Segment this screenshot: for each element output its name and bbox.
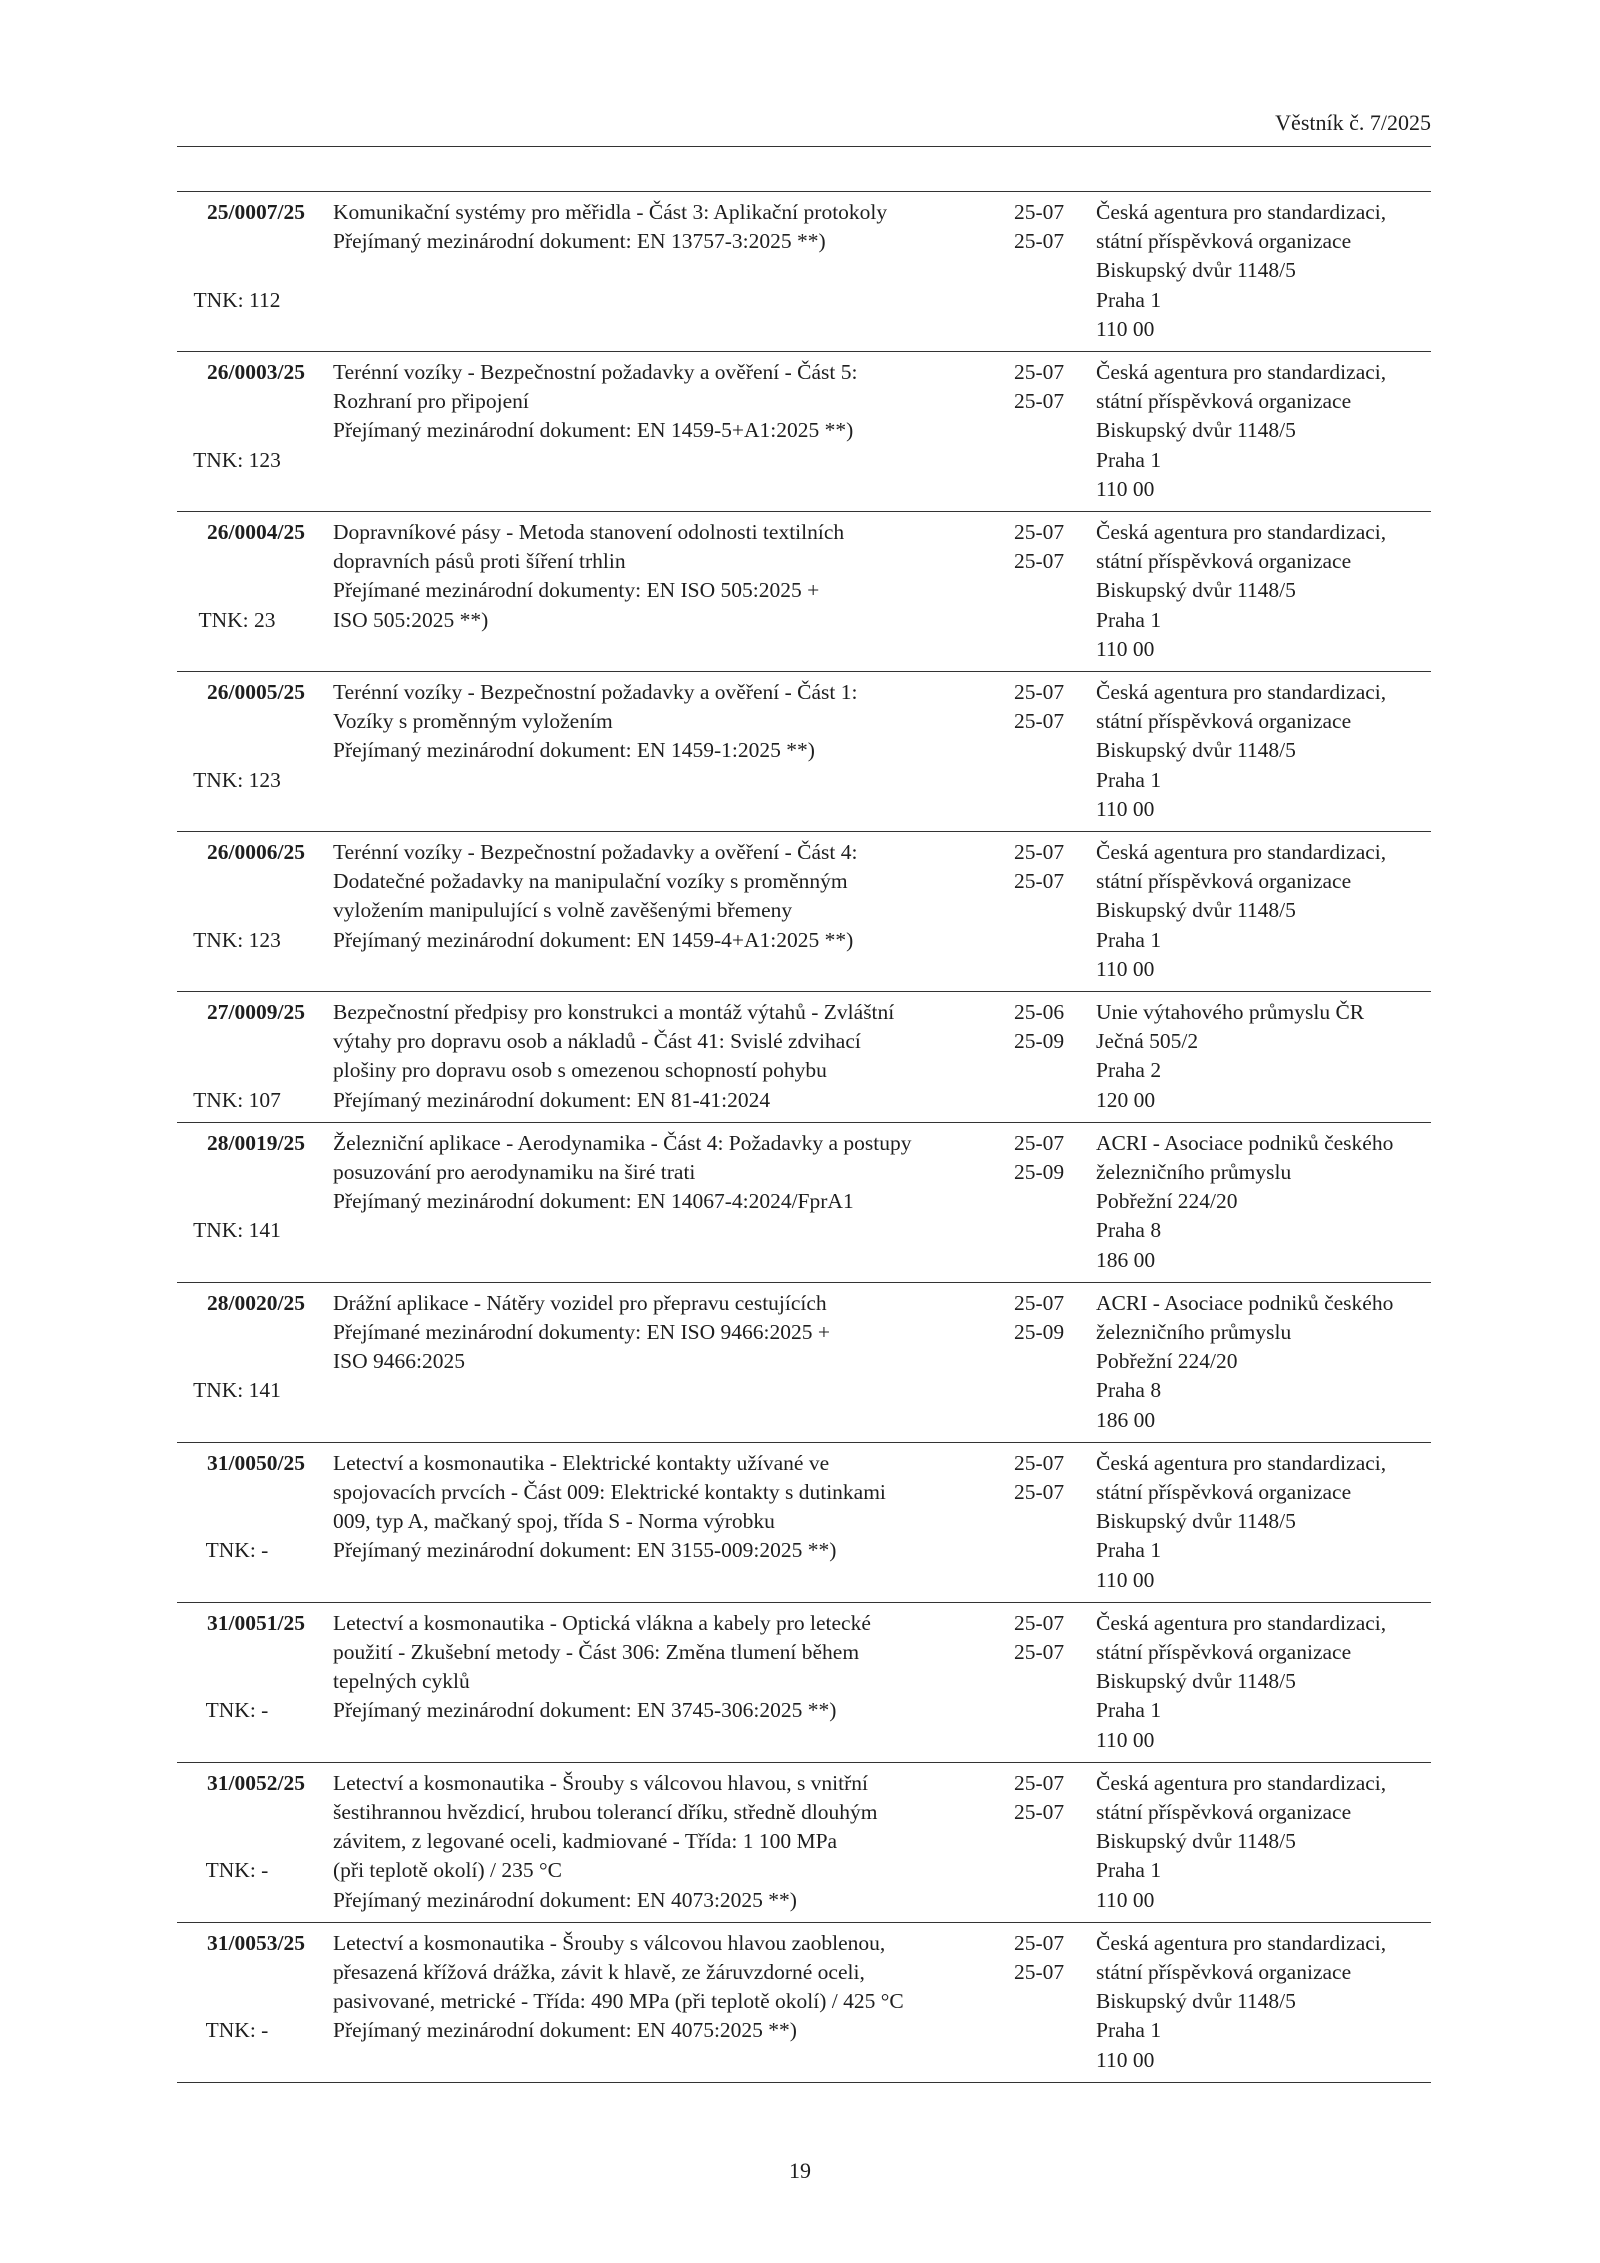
title-line: Letectví a kosmonautika - Šrouby s válcovou hlavou zaoblenou, bbox=[333, 1930, 886, 1955]
dates bbox=[1014, 1929, 1074, 1987]
title-line: závitem, z legované oceli, kadmiované - Třída: 1 100 MPa bbox=[333, 1829, 838, 1854]
title-line: (při teplotě okolí) / 235 °C bbox=[333, 1858, 562, 1883]
title-line: Přejímaný mezinárodní dokument: EN 4075:2025 **) bbox=[333, 2018, 797, 2043]
organization-line: Praha 8 bbox=[1096, 1218, 1162, 1243]
title-line: Přejímaný mezinárodní dokument: EN 3155-009:2025 **) bbox=[333, 1538, 837, 1563]
date-value: 25-07 bbox=[1014, 229, 1065, 254]
organization-line: Česká agentura pro standardizaci, bbox=[1096, 200, 1387, 224]
organization-line: 110 00 bbox=[1096, 1727, 1155, 1752]
organization-line: 110 00 bbox=[1096, 476, 1155, 501]
organization-line: Česká agentura pro standardizaci, bbox=[1096, 520, 1387, 544]
title-line: Terénní vozíky - Bezpečnostní požadavky a ověření - Část 5: bbox=[333, 360, 858, 384]
title-line: spojovacích prvcích - Část 009: Elektrické kontakty s dutinkami bbox=[333, 1480, 886, 1504]
organization-line: státní příspěvková organizace bbox=[1096, 1640, 1352, 1664]
title-line: Letectví a kosmonautika - Elektrické kontakty užívané ve bbox=[333, 1450, 830, 1475]
title-line: Bezpečnostní předpisy pro konstrukci a montáž výtahů - Zvláštní bbox=[333, 1000, 895, 1024]
organization-address bbox=[1096, 518, 1431, 664]
table-row bbox=[177, 1603, 1431, 1763]
organization-line: Biskupský dvůr 1148/5 bbox=[1096, 418, 1296, 443]
date-value: 25-07 bbox=[1014, 1480, 1065, 1504]
organization-line: Biskupský dvůr 1148/5 bbox=[1096, 1669, 1296, 1694]
table-row bbox=[177, 512, 1431, 672]
organization-line: Biskupský dvůr 1148/5 bbox=[1096, 578, 1296, 603]
title-line: použití - Zkušební metody - Část 306: Změna tlumení během bbox=[333, 1640, 860, 1664]
table-row bbox=[177, 1443, 1431, 1603]
registration-number: 26/0006/25 bbox=[207, 840, 305, 864]
date-value: 25-07 bbox=[1014, 200, 1065, 224]
dates bbox=[1014, 838, 1074, 896]
organization-line: 186 00 bbox=[1096, 1407, 1156, 1432]
organization-line: Ječná 505/2 bbox=[1096, 1029, 1199, 1054]
date-value: 25-07 bbox=[1014, 1130, 1065, 1155]
standard-title bbox=[333, 1769, 993, 1915]
organization-address bbox=[1096, 1129, 1431, 1275]
table-row bbox=[177, 832, 1431, 992]
organization-address bbox=[1096, 1289, 1431, 1435]
registration-number: 25/0007/25 bbox=[207, 200, 305, 224]
date-value: 25-09 bbox=[1014, 1029, 1065, 1054]
date-value: 25-07 bbox=[1014, 869, 1065, 894]
standard-title bbox=[333, 358, 993, 446]
organization-address bbox=[1096, 198, 1431, 344]
organization-line: Česká agentura pro standardizaci, bbox=[1096, 360, 1387, 384]
organization-line: státní příspěvková organizace bbox=[1096, 389, 1352, 414]
organization-line: Česká agentura pro standardizaci, bbox=[1096, 1770, 1387, 1795]
title-line: Rozhraní pro připojení bbox=[333, 389, 529, 414]
organization-line: Praha 8 bbox=[1096, 1378, 1162, 1403]
tnk-label: TNK: 141 bbox=[193, 1218, 281, 1243]
organization-address bbox=[1096, 1769, 1431, 1915]
dates bbox=[1014, 998, 1074, 1056]
organization-line: Biskupský dvůr 1148/5 bbox=[1096, 1989, 1296, 2014]
dates bbox=[1014, 358, 1074, 416]
table-row bbox=[177, 1123, 1431, 1283]
date-value: 25-07 bbox=[1014, 709, 1065, 734]
table-row bbox=[177, 1283, 1431, 1443]
organization-address bbox=[1096, 678, 1431, 824]
standard-title bbox=[333, 838, 993, 955]
organization-line: ACRI - Asociace podniků českého bbox=[1096, 1130, 1394, 1155]
registration-number: 28/0020/25 bbox=[207, 1290, 305, 1315]
organization-line: Praha 1 bbox=[1096, 927, 1162, 952]
registration-number: 31/0050/25 bbox=[207, 1450, 305, 1475]
title-line: Letectví a kosmonautika - Šrouby s válcovou hlavou, s vnitřní bbox=[333, 1770, 869, 1795]
date-value: 25-09 bbox=[1014, 1160, 1065, 1184]
title-line: tepelných cyklů bbox=[333, 1669, 470, 1694]
tnk-label: TNK: 107 bbox=[193, 1087, 281, 1112]
title-line: posuzování pro aerodynamiku na širé trati bbox=[333, 1160, 696, 1184]
tnk-label: TNK: - bbox=[205, 1698, 269, 1723]
dates bbox=[1014, 198, 1074, 256]
standard-title bbox=[333, 1129, 993, 1217]
organization-line: Unie výtahového průmyslu ČR bbox=[1096, 1000, 1365, 1024]
date-value: 25-09 bbox=[1014, 1320, 1065, 1344]
title-line: Terénní vozíky - Bezpečnostní požadavky a ověření - Část 1: bbox=[333, 680, 858, 704]
table-row bbox=[177, 352, 1431, 512]
title-line: vyložením manipulující s volně zavěšenými břemeny bbox=[333, 898, 793, 923]
tnk-label: TNK: 123 bbox=[193, 767, 281, 792]
title-line: Letectví a kosmonautika - Optická vlákna a kabely pro letecké bbox=[333, 1610, 871, 1635]
dates bbox=[1014, 1769, 1074, 1827]
dates bbox=[1014, 1129, 1074, 1187]
organization-line: Biskupský dvůr 1148/5 bbox=[1096, 898, 1296, 923]
title-line: výtahy pro dopravu osob a nákladů - Část 41: Svislé zdvihací bbox=[333, 1029, 861, 1054]
date-value: 25-07 bbox=[1014, 680, 1065, 704]
date-value: 25-07 bbox=[1014, 1930, 1065, 1955]
organization-line: Biskupský dvůr 1148/5 bbox=[1096, 1829, 1296, 1854]
title-line: ISO 9466:2025 bbox=[333, 1349, 465, 1374]
organization-line: Biskupský dvůr 1148/5 bbox=[1096, 258, 1296, 283]
organization-line: Česká agentura pro standardizaci, bbox=[1096, 840, 1387, 864]
organization-address bbox=[1096, 838, 1431, 984]
organization-line: 110 00 bbox=[1096, 1567, 1155, 1592]
date-value: 25-07 bbox=[1014, 1450, 1065, 1475]
dates bbox=[1014, 1449, 1074, 1507]
tnk-label: TNK: 112 bbox=[193, 287, 281, 312]
organization-line: Česká agentura pro standardizaci, bbox=[1096, 1610, 1387, 1635]
title-line: Přejímaný mezinárodní dokument: EN 81-41:2024 bbox=[333, 1087, 771, 1112]
organization-line: státní příspěvková organizace bbox=[1096, 549, 1352, 574]
table-row bbox=[177, 672, 1431, 832]
organization-address bbox=[1096, 1929, 1431, 2075]
tnk-label: TNK: 123 bbox=[193, 447, 281, 472]
standard-title bbox=[333, 1289, 993, 1377]
table-row bbox=[177, 1923, 1431, 2083]
table-row bbox=[177, 992, 1431, 1123]
organization-line: Praha 1 bbox=[1096, 1858, 1162, 1883]
organization-line: státní příspěvková organizace bbox=[1096, 1480, 1352, 1504]
organization-line: státní příspěvková organizace bbox=[1096, 1800, 1352, 1824]
title-line: Přejímaný mezinárodní dokument: EN 14067-4:2024/FprA1 bbox=[333, 1189, 854, 1214]
title-line: 009, typ A, mačkaný spoj, třída S - Norma výrobku bbox=[333, 1509, 775, 1534]
standard-title bbox=[333, 198, 993, 256]
title-line: Drážní aplikace - Nátěry vozidel pro přepravu cestujících bbox=[333, 1290, 827, 1315]
title-line: Vozíky s proměnným vyložením bbox=[333, 709, 613, 734]
organization-address bbox=[1096, 1449, 1431, 1595]
organization-line: železničního průmyslu bbox=[1096, 1160, 1292, 1184]
tnk-label: TNK: - bbox=[205, 2018, 269, 2043]
registration-number: 31/0053/25 bbox=[207, 1930, 305, 1955]
title-line: Přejímané mezinárodní dokumenty: EN ISO 9466:2025 + bbox=[333, 1320, 830, 1344]
date-value: 25-07 bbox=[1014, 1640, 1065, 1664]
organization-line: 110 00 bbox=[1096, 2047, 1155, 2072]
organization-line: Pobřežní 224/20 bbox=[1096, 1349, 1238, 1374]
date-value: 25-07 bbox=[1014, 1290, 1065, 1315]
organization-line: Česká agentura pro standardizaci, bbox=[1096, 680, 1387, 704]
organization-line: 110 00 bbox=[1096, 636, 1155, 661]
organization-line: státní příspěvková organizace bbox=[1096, 869, 1352, 894]
organization-line: Praha 1 bbox=[1096, 607, 1162, 632]
title-line: Přejímaný mezinárodní dokument: EN 1459-4+A1:2025 **) bbox=[333, 927, 854, 952]
title-line: Železniční aplikace - Aerodynamika - Část 4: Požadavky a postupy bbox=[333, 1130, 912, 1155]
organization-line: Biskupský dvůr 1148/5 bbox=[1096, 738, 1296, 763]
page-number: 19 bbox=[789, 2158, 811, 2183]
registration-number: 26/0005/25 bbox=[207, 680, 305, 704]
organization-line: Praha 1 bbox=[1096, 1698, 1162, 1723]
organization-line: Praha 1 bbox=[1096, 767, 1162, 792]
organization-line: 110 00 bbox=[1096, 796, 1155, 821]
title-line: Terénní vozíky - Bezpečnostní požadavky a ověření - Část 4: bbox=[333, 840, 858, 864]
organization-line: Česká agentura pro standardizaci, bbox=[1096, 1930, 1387, 1955]
organization-line: Praha 1 bbox=[1096, 447, 1162, 472]
date-value: 25-06 bbox=[1014, 1000, 1065, 1024]
date-value: 25-07 bbox=[1014, 520, 1065, 544]
title-line: Přejímaný mezinárodní dokument: EN 3745-306:2025 **) bbox=[333, 1698, 837, 1723]
organization-address bbox=[1096, 998, 1431, 1115]
organization-line: 110 00 bbox=[1096, 1887, 1155, 1912]
page-header bbox=[177, 110, 1431, 147]
organization-line: Pobřežní 224/20 bbox=[1096, 1189, 1238, 1214]
organization-line: 186 00 bbox=[1096, 1247, 1156, 1272]
registration-number: 26/0004/25 bbox=[207, 520, 305, 544]
organization-line: 120 00 bbox=[1096, 1087, 1156, 1112]
title-line: Dodatečné požadavky na manipulační vozíky s proměnným bbox=[333, 869, 848, 894]
date-value: 25-07 bbox=[1014, 1960, 1065, 1984]
title-line: plošiny pro dopravu osob s omezenou schopností pohybu bbox=[333, 1058, 827, 1083]
title-line: ISO 505:2025 **) bbox=[333, 607, 489, 632]
dates bbox=[1014, 678, 1074, 736]
tnk-label: TNK: 141 bbox=[193, 1378, 281, 1403]
registration-number: 28/0019/25 bbox=[207, 1130, 305, 1155]
organization-line: Praha 1 bbox=[1096, 2018, 1162, 2043]
date-value: 25-07 bbox=[1014, 389, 1065, 414]
title-line: Dopravníkové pásy - Metoda stanovení odolnosti textilních bbox=[333, 520, 845, 544]
registration-number: 27/0009/25 bbox=[207, 1000, 305, 1024]
organization-address bbox=[1096, 1609, 1431, 1755]
organization-line: Praha 2 bbox=[1096, 1058, 1162, 1083]
organization-line: státní příspěvková organizace bbox=[1096, 709, 1352, 734]
tnk-label: TNK: 123 bbox=[193, 927, 281, 952]
organization-line: Praha 1 bbox=[1096, 1538, 1162, 1563]
organization-line: státní příspěvková organizace bbox=[1096, 1960, 1352, 1984]
table-row bbox=[177, 192, 1431, 352]
organization-line: Praha 1 bbox=[1096, 287, 1162, 312]
organization-line: ACRI - Asociace podniků českého bbox=[1096, 1290, 1394, 1315]
registration-number: 31/0051/25 bbox=[207, 1610, 305, 1635]
title-line: přesazená křížová drážka, závit k hlavě, ze žáruvzdorné oceli, bbox=[333, 1960, 865, 1984]
date-value: 25-07 bbox=[1014, 360, 1065, 384]
tnk-label: TNK: - bbox=[205, 1858, 269, 1883]
date-value: 25-07 bbox=[1014, 1610, 1065, 1635]
standard-title bbox=[333, 1609, 993, 1726]
title-line: Přejímaný mezinárodní dokument: EN 1459-1:2025 **) bbox=[333, 738, 815, 763]
organization-line: 110 00 bbox=[1096, 956, 1155, 981]
tnk-label: TNK: 23 bbox=[198, 607, 276, 632]
organization-line: Biskupský dvůr 1148/5 bbox=[1096, 1509, 1296, 1534]
standard-title bbox=[333, 518, 993, 635]
standard-title bbox=[333, 1929, 993, 2046]
organization-line: 110 00 bbox=[1096, 316, 1155, 341]
date-value: 25-07 bbox=[1014, 1800, 1065, 1824]
title-line: Přejímaný mezinárodní dokument: EN 1459-5+A1:2025 **) bbox=[333, 418, 854, 443]
standards-table bbox=[177, 191, 1431, 2083]
organization-line: železničního průmyslu bbox=[1096, 1320, 1292, 1344]
registration-number: 26/0003/25 bbox=[207, 360, 305, 384]
bulletin-title: Věstník č. 7/2025 bbox=[1275, 110, 1431, 135]
standard-title bbox=[333, 1449, 993, 1566]
organization-address bbox=[1096, 358, 1431, 504]
organization-line: Česká agentura pro standardizaci, bbox=[1096, 1450, 1387, 1475]
title-line: Přejímané mezinárodní dokumenty: EN ISO 505:2025 + bbox=[333, 578, 820, 603]
date-value: 25-07 bbox=[1014, 840, 1065, 864]
title-line: pasivované, metrické - Třída: 490 MPa (při teplotě okolí) / 425 °C bbox=[333, 1989, 904, 2014]
dates bbox=[1014, 518, 1074, 576]
dates bbox=[1014, 1289, 1074, 1347]
title-line: šestihrannou hvězdicí, hrubou tolerancí dříku, středně dlouhým bbox=[333, 1800, 878, 1824]
registration-number: 31/0052/25 bbox=[207, 1770, 305, 1795]
tnk-label: TNK: - bbox=[205, 1538, 269, 1563]
table-row bbox=[177, 1763, 1431, 1923]
dates bbox=[1014, 1609, 1074, 1667]
date-value: 25-07 bbox=[1014, 549, 1065, 574]
standard-title bbox=[333, 998, 993, 1115]
date-value: 25-07 bbox=[1014, 1770, 1065, 1795]
title-line: dopravních pásů proti šíření trhlin bbox=[333, 549, 626, 574]
standard-title bbox=[333, 678, 993, 766]
title-line: Přejímaný mezinárodní dokument: EN 13757-3:2025 **) bbox=[333, 229, 826, 254]
organization-line: státní příspěvková organizace bbox=[1096, 229, 1352, 254]
title-line: Komunikační systémy pro měřidla - Část 3: Aplikační protokoly bbox=[333, 200, 888, 224]
title-line: Přejímaný mezinárodní dokument: EN 4073:2025 **) bbox=[333, 1887, 797, 1912]
